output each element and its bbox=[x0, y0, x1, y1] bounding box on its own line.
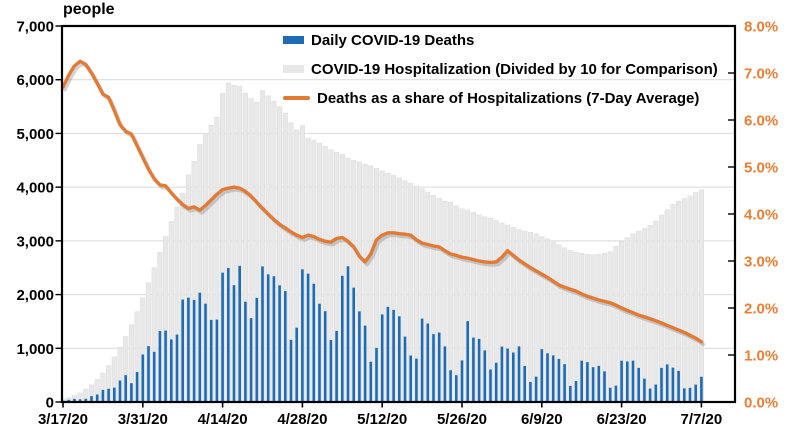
hospitalization-legend-label: COVID-19 Hospitalization (Divided by 10 for Comparison) bbox=[311, 60, 718, 78]
daily-deaths-bar bbox=[250, 318, 253, 402]
left-axis-title: people bbox=[63, 1, 115, 18]
deaths-legend-label: Daily COVID-19 Deaths bbox=[311, 31, 475, 49]
right-axis-tick-label: 2.0% bbox=[744, 300, 779, 318]
daily-deaths-bar bbox=[478, 339, 481, 402]
x-axis-tick-label: 5/12/20 bbox=[357, 411, 408, 428]
daily-deaths-bar bbox=[136, 372, 139, 402]
daily-deaths-bar bbox=[256, 298, 259, 402]
daily-deaths-bar bbox=[518, 346, 521, 402]
daily-deaths-bar bbox=[415, 359, 418, 402]
daily-deaths-bar bbox=[193, 300, 196, 402]
daily-deaths-bar bbox=[392, 310, 395, 402]
daily-deaths-bar bbox=[466, 321, 469, 402]
daily-deaths-bar bbox=[529, 382, 532, 402]
daily-deaths-bar bbox=[159, 331, 162, 402]
hospitalization-bar bbox=[574, 252, 579, 402]
daily-deaths-bar bbox=[484, 350, 487, 402]
daily-deaths-bar bbox=[552, 355, 555, 402]
daily-deaths-bar bbox=[313, 284, 316, 402]
daily-deaths-bar bbox=[187, 298, 190, 402]
daily-deaths-bar bbox=[221, 273, 224, 402]
right-axis-tick-label: 1.0% bbox=[744, 347, 779, 365]
daily-deaths-bar bbox=[404, 337, 407, 402]
daily-deaths-bar bbox=[352, 288, 355, 402]
daily-deaths-bar bbox=[586, 362, 589, 402]
daily-deaths-bar bbox=[489, 370, 492, 403]
right-axis-tick-label: 6.0% bbox=[744, 112, 779, 130]
x-axis-tick-label: 7/7/20 bbox=[680, 411, 723, 428]
left-axis-tick-label: 6,000 bbox=[16, 72, 54, 90]
ratio-legend-label: Deaths as a share of Hospitalizations (7-Day Average) bbox=[317, 89, 700, 107]
daily-deaths-bar bbox=[170, 339, 173, 402]
daily-deaths-bar bbox=[558, 359, 561, 402]
daily-deaths-bar bbox=[455, 375, 458, 402]
daily-deaths-bar bbox=[563, 364, 566, 402]
daily-deaths-bar bbox=[603, 371, 606, 402]
x-axis-tick-label: 3/17/20 bbox=[37, 411, 89, 428]
daily-deaths-bar bbox=[124, 375, 127, 402]
legend bbox=[283, 31, 718, 118]
x-axis-tick-label: 3/31/20 bbox=[117, 411, 168, 428]
left-axis-tick-label: 3,000 bbox=[16, 233, 54, 251]
daily-deaths-bar bbox=[438, 333, 441, 402]
daily-deaths-bar bbox=[96, 394, 99, 402]
hospitalization-bar bbox=[614, 246, 619, 402]
daily-deaths-bar bbox=[449, 370, 452, 402]
x-axis-labels bbox=[38, 411, 722, 428]
daily-deaths-bar bbox=[119, 381, 122, 402]
daily-deaths-bar bbox=[261, 266, 264, 402]
daily-deaths-bar bbox=[398, 316, 401, 402]
right-axis-labels bbox=[744, 19, 778, 412]
hospitalization-bar bbox=[648, 225, 653, 402]
daily-deaths-bar bbox=[181, 300, 184, 402]
daily-deaths-bar bbox=[307, 274, 310, 402]
daily-deaths-bar bbox=[164, 331, 167, 402]
daily-deaths-bar bbox=[364, 326, 367, 402]
daily-deaths-bar bbox=[427, 324, 430, 402]
daily-deaths-bar bbox=[153, 352, 156, 402]
daily-deaths-bar bbox=[655, 385, 658, 402]
daily-deaths-bar bbox=[216, 320, 219, 402]
daily-deaths-bar bbox=[575, 381, 578, 402]
daily-deaths-bar bbox=[375, 348, 378, 402]
legend-item-ratio bbox=[283, 89, 718, 107]
daily-deaths-bar bbox=[444, 346, 447, 402]
daily-deaths-bar bbox=[113, 388, 116, 402]
daily-deaths-bar bbox=[569, 386, 572, 402]
ratio-legend-line-swatch bbox=[283, 96, 310, 100]
daily-deaths-bar bbox=[341, 276, 344, 402]
daily-deaths-bar bbox=[432, 334, 435, 402]
daily-deaths-bar bbox=[683, 388, 686, 402]
hospitalization-bar bbox=[568, 251, 573, 402]
daily-deaths-bar bbox=[267, 274, 270, 402]
daily-deaths-bar bbox=[273, 276, 276, 402]
daily-deaths-bar bbox=[501, 347, 504, 402]
daily-deaths-bar bbox=[677, 371, 680, 402]
hospitalization-bar bbox=[528, 232, 533, 402]
daily-deaths-bar bbox=[523, 366, 526, 402]
daily-deaths-bar bbox=[506, 349, 509, 402]
left-axis-tick-label: 0 bbox=[45, 394, 54, 412]
left-axis-tick-label: 1,000 bbox=[16, 340, 54, 358]
daily-deaths-bar bbox=[301, 269, 304, 402]
daily-deaths-bar bbox=[335, 331, 338, 402]
daily-deaths-bar bbox=[694, 385, 697, 402]
daily-deaths-bar bbox=[461, 360, 464, 402]
right-axis-tick-label: 4.0% bbox=[744, 206, 779, 224]
daily-deaths-bar bbox=[672, 368, 675, 402]
left-axis-tick-label: 5,000 bbox=[16, 125, 54, 143]
daily-deaths-bar bbox=[130, 383, 133, 402]
daily-deaths-bar bbox=[381, 314, 384, 402]
legend-item-hospitalization bbox=[283, 60, 718, 78]
left-axis-tick-label: 7,000 bbox=[16, 18, 54, 36]
left-axis-labels bbox=[16, 19, 54, 412]
daily-deaths-bar bbox=[700, 377, 703, 402]
daily-deaths-bar bbox=[387, 307, 390, 402]
daily-deaths-bar bbox=[592, 367, 595, 402]
daily-deaths-bar bbox=[615, 386, 618, 402]
left-axis-tick-label: 4,000 bbox=[16, 179, 54, 197]
x-axis-tick-label: 5/26/20 bbox=[436, 411, 488, 428]
daily-deaths-bar bbox=[472, 338, 475, 402]
daily-deaths-bar bbox=[318, 304, 321, 402]
x-axis-tick-label: 6/9/20 bbox=[520, 411, 563, 428]
daily-deaths-bar bbox=[204, 304, 207, 402]
daily-deaths-bar bbox=[210, 320, 213, 402]
daily-deaths-bar bbox=[233, 285, 236, 402]
daily-deaths-bar bbox=[358, 311, 361, 402]
hospitalization-legend-swatch bbox=[283, 65, 304, 73]
daily-deaths-bar bbox=[546, 353, 549, 402]
left-axis-tick-label: 2,000 bbox=[16, 287, 54, 305]
daily-deaths-bar bbox=[278, 285, 281, 402]
daily-deaths-bar bbox=[421, 319, 424, 402]
daily-deaths-bar bbox=[660, 368, 663, 402]
daily-deaths-bar bbox=[107, 389, 110, 402]
daily-deaths-bar bbox=[176, 335, 179, 402]
right-axis-tick-label: 5.0% bbox=[744, 159, 779, 177]
daily-deaths-bar bbox=[649, 389, 652, 402]
deaths-legend-swatch bbox=[283, 36, 304, 44]
hospitalization-bar bbox=[608, 252, 613, 402]
daily-deaths-bar bbox=[102, 390, 105, 402]
daily-deaths-bar bbox=[598, 366, 601, 402]
daily-deaths-bar bbox=[620, 361, 623, 402]
daily-deaths-bar bbox=[238, 266, 241, 402]
x-axis-tick-label: 4/14/20 bbox=[197, 411, 248, 428]
hospitalization-bar bbox=[654, 221, 659, 402]
daily-deaths-bar bbox=[295, 328, 298, 402]
daily-deaths-bar bbox=[347, 266, 350, 402]
x-axis-tick-label: 6/23/20 bbox=[596, 411, 647, 428]
daily-deaths-bar bbox=[227, 268, 230, 402]
x-axis-tick-label: 4/28/20 bbox=[277, 411, 328, 428]
daily-deaths-bar bbox=[324, 311, 327, 402]
hospitalization-bar bbox=[682, 198, 687, 402]
right-axis-tick-label: 3.0% bbox=[744, 253, 779, 271]
daily-deaths-bar bbox=[626, 361, 629, 402]
daily-deaths-bar bbox=[495, 363, 498, 402]
daily-deaths-bar bbox=[512, 353, 515, 402]
daily-deaths-bar bbox=[290, 340, 293, 402]
daily-deaths-bar bbox=[370, 362, 373, 402]
daily-deaths-bar bbox=[199, 293, 202, 402]
hospitalization-bar bbox=[454, 206, 459, 402]
legend-item-deaths bbox=[283, 31, 718, 49]
daily-deaths-bar bbox=[643, 379, 646, 402]
daily-deaths-bar bbox=[637, 368, 640, 402]
right-axis-tick-label: 8.0% bbox=[744, 18, 779, 36]
hospitalization-bar bbox=[699, 190, 704, 402]
right-axis-tick-label: 0.0% bbox=[744, 394, 779, 412]
right-axis-tick-label: 7.0% bbox=[744, 65, 779, 83]
daily-deaths-bar bbox=[330, 340, 333, 402]
daily-deaths-bar bbox=[244, 302, 247, 402]
daily-deaths-bar bbox=[666, 364, 669, 402]
hospitalization-bar bbox=[688, 196, 693, 402]
daily-deaths-bar bbox=[632, 361, 635, 402]
daily-deaths-bar bbox=[142, 355, 145, 402]
daily-deaths-bar bbox=[284, 291, 287, 402]
hospitalization-bar bbox=[693, 193, 698, 402]
daily-deaths-bar bbox=[535, 377, 538, 402]
daily-deaths-bar bbox=[689, 388, 692, 402]
daily-deaths-bar bbox=[541, 349, 544, 402]
daily-deaths-bar bbox=[147, 346, 150, 402]
daily-deaths-bar bbox=[409, 356, 412, 402]
daily-deaths-bar bbox=[580, 361, 583, 402]
daily-deaths-bar bbox=[609, 388, 612, 402]
